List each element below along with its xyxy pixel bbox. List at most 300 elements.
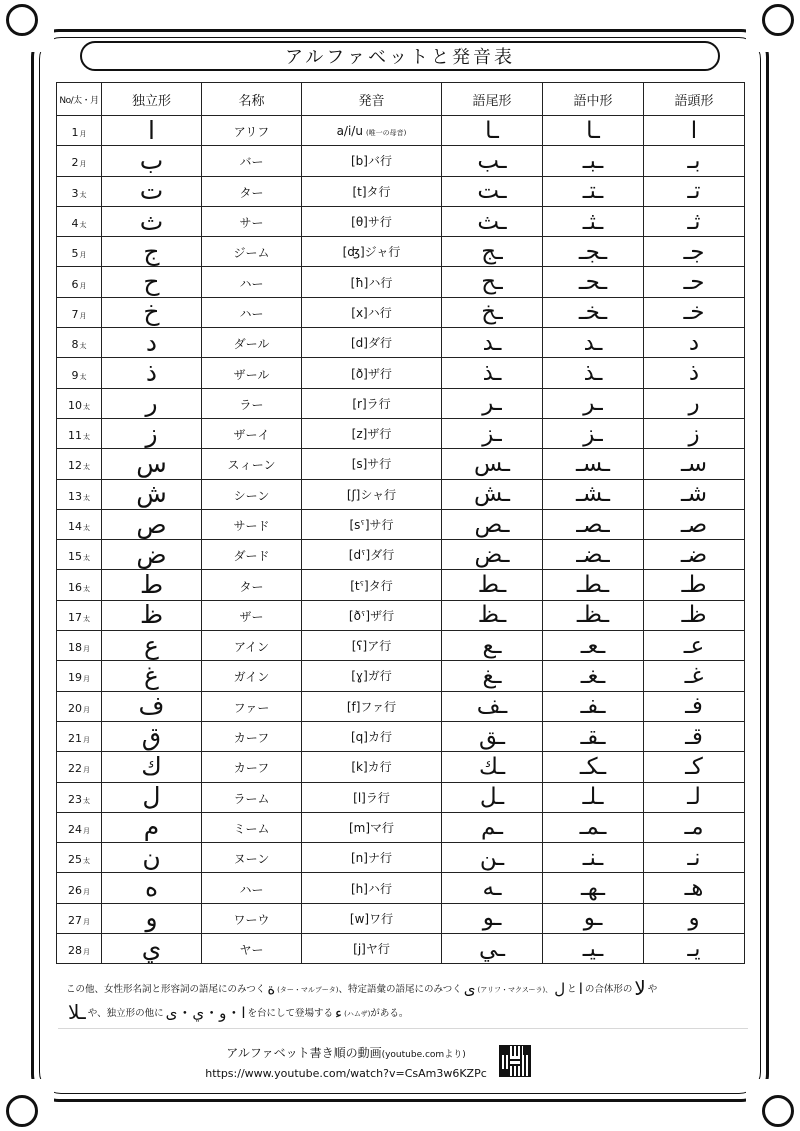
isolated-cell — [102, 267, 202, 297]
medial-cell — [543, 721, 644, 751]
row-number: 24 — [68, 822, 82, 836]
table-row — [57, 509, 745, 539]
medial-cell — [543, 388, 644, 418]
isolated-cell — [102, 418, 202, 448]
initial-cell — [644, 358, 745, 388]
header-name: 名称 — [202, 83, 302, 116]
row-number-cell — [57, 903, 102, 933]
table-row — [57, 661, 745, 691]
letter-name: アイン — [234, 640, 269, 655]
pronunciation-cell — [302, 752, 442, 782]
final-cell — [442, 661, 543, 691]
row-number-cell — [57, 782, 102, 812]
pronunciation-cell — [302, 297, 442, 327]
final-form: ـد — [482, 329, 502, 356]
row-number: 7 — [71, 307, 79, 321]
row-number-cell — [57, 176, 102, 206]
alphabet-table — [56, 82, 745, 964]
isolated-cell — [102, 116, 202, 146]
initial-form: خـ — [683, 299, 705, 326]
note-text: この他、女性形名詞と形容詞の語尾にのみつく — [66, 984, 266, 995]
sun-moon-mark: 太 — [83, 433, 90, 442]
name-cell — [202, 267, 302, 297]
initial-cell — [644, 449, 745, 479]
hamza-glyph: ء — [335, 1004, 343, 1022]
pronunciation-text: [m]マ行 — [348, 820, 395, 835]
table-row — [57, 570, 745, 600]
isolated-form: ع — [144, 630, 159, 660]
isolated-form: ا — [148, 115, 155, 145]
row-number-cell — [57, 812, 102, 842]
letter-name: ター — [239, 579, 264, 594]
name-cell — [202, 903, 302, 933]
medial-cell — [543, 812, 644, 842]
final-form: ـا — [485, 117, 499, 144]
final-cell — [442, 721, 543, 751]
final-form: ـح — [481, 269, 503, 296]
medial-form: ـد — [583, 329, 603, 356]
isolated-form: ه — [144, 873, 159, 903]
table-row — [57, 358, 745, 388]
medial-form: ـيـ — [582, 935, 604, 962]
name-cell — [202, 176, 302, 206]
medial-cell — [543, 570, 644, 600]
initial-cell — [644, 328, 745, 358]
initial-form: صـ — [680, 511, 708, 538]
isolated-cell — [102, 176, 202, 206]
pronunciation-cell — [302, 176, 442, 206]
name-cell — [202, 237, 302, 267]
isolated-form: ر — [145, 388, 158, 418]
row-number-cell — [57, 752, 102, 782]
medial-form: ـلـ — [582, 784, 604, 811]
medial-form: ـذ — [583, 360, 603, 387]
pronunciation-cell — [302, 782, 442, 812]
table-row — [57, 267, 745, 297]
pronunciation-text: [ð]ザ行 — [351, 366, 392, 381]
initial-cell — [644, 843, 745, 873]
sun-moon-mark: 太 — [83, 554, 90, 563]
medial-cell — [543, 418, 644, 448]
final-cell — [442, 752, 543, 782]
initial-cell — [644, 934, 745, 964]
isolated-form: ش — [136, 479, 167, 509]
isolated-cell — [102, 600, 202, 630]
final-cell — [442, 631, 543, 661]
row-number: 23 — [68, 792, 82, 806]
pronunciation-text: [l]ラ行 — [353, 790, 390, 805]
row-number: 8 — [71, 338, 79, 352]
initial-cell — [644, 267, 745, 297]
letter-name: ハー — [239, 306, 264, 321]
header-isolated: 独立形 — [102, 83, 202, 116]
note-text: 、特定語彙の語尾にのみつく — [338, 984, 462, 995]
medial-cell — [543, 934, 644, 964]
initial-cell — [644, 388, 745, 418]
final-cell — [442, 903, 543, 933]
name-cell — [202, 146, 302, 176]
row-number: 3 — [71, 186, 79, 200]
table-row — [57, 873, 745, 903]
sun-moon-mark: 太 — [79, 372, 87, 381]
corner-ornament — [746, 18, 780, 52]
note-small: (ハムザ) — [344, 1010, 371, 1018]
hamza-seats-glyphs: ا・و・ي・ى — [165, 1004, 246, 1022]
note-text: の合体形の — [584, 984, 633, 995]
pronunciation-cell — [302, 237, 442, 267]
letter-name: カーフ — [233, 761, 270, 776]
final-cell — [442, 237, 543, 267]
row-number: 14 — [68, 520, 82, 533]
letter-name: ワーウ — [233, 912, 270, 927]
pronunciation-text: [ðˤ]ザ行 — [348, 608, 395, 623]
initial-form: و — [688, 905, 700, 932]
initial-form: ظـ — [681, 602, 707, 629]
note-small: (ター・マルブータ) — [277, 986, 339, 994]
medial-cell — [543, 540, 644, 570]
row-number: 9 — [71, 368, 79, 382]
pronunciation-cell — [302, 934, 442, 964]
corner-ornament — [20, 18, 54, 52]
final-form: ـث — [477, 208, 507, 235]
row-number: 6 — [71, 277, 79, 291]
isolated-form: ب — [139, 145, 164, 175]
initial-cell — [644, 873, 745, 903]
medial-cell — [543, 752, 644, 782]
isolated-form: ل — [142, 782, 161, 812]
letter-name: ヤー — [239, 943, 264, 958]
final-form: ـل — [479, 784, 505, 811]
isolated-cell — [102, 752, 202, 782]
name-cell — [202, 449, 302, 479]
final-form: ـك — [478, 753, 506, 780]
pronunciation-text: [w]ワ行 — [349, 911, 394, 926]
sun-moon-mark: 太 — [83, 614, 90, 623]
medial-form: ـسـ — [576, 450, 610, 477]
medial-form: ـظـ — [576, 602, 610, 629]
table-row — [57, 540, 745, 570]
final-form: ـر — [482, 390, 502, 417]
row-number: 5 — [71, 247, 79, 261]
initial-cell — [644, 116, 745, 146]
medial-form: ـر — [583, 390, 603, 417]
notes — [66, 977, 746, 1025]
table-row — [57, 449, 745, 479]
final-form: ـو — [482, 905, 502, 932]
initial-cell — [644, 903, 745, 933]
row-number-cell — [57, 509, 102, 539]
medial-form: ـفـ — [580, 693, 606, 720]
pronunciation-text: a/i/u — [336, 123, 363, 138]
row-number: 2 — [71, 156, 79, 170]
letter-name: アリフ — [233, 125, 270, 140]
initial-cell — [644, 479, 745, 509]
initial-form: د — [688, 329, 700, 356]
isolated-form: ف — [138, 691, 165, 721]
medial-cell — [543, 631, 644, 661]
isolated-form: و — [145, 903, 158, 933]
name-cell — [202, 418, 302, 448]
initial-cell — [644, 570, 745, 600]
isolated-form: ث — [139, 206, 164, 236]
letter-name: シーン — [233, 488, 270, 503]
isolated-form: ن — [142, 842, 161, 872]
medial-form: ـقـ — [580, 723, 606, 750]
table-row — [57, 843, 745, 873]
final-cell — [442, 358, 543, 388]
title-banner — [80, 41, 720, 71]
isolated-form: ز — [145, 418, 158, 448]
sun-moon-mark: 太 — [79, 342, 87, 351]
name-cell — [202, 509, 302, 539]
final-cell — [442, 176, 543, 206]
final-form: ـع — [482, 632, 502, 659]
pronunciation-cell — [302, 479, 442, 509]
medial-cell — [543, 358, 644, 388]
medial-form: ـصـ — [576, 511, 610, 538]
isolated-cell — [102, 540, 202, 570]
name-cell — [202, 934, 302, 964]
isolated-cell — [102, 479, 202, 509]
final-cell — [442, 449, 543, 479]
row-number-cell — [57, 358, 102, 388]
letter-name: ラー — [239, 397, 264, 412]
pronunciation-cell — [302, 721, 442, 751]
name-cell — [202, 691, 302, 721]
sun-moon-mark: 太 — [83, 524, 90, 532]
row-number-cell — [57, 206, 102, 236]
isolated-cell — [102, 237, 202, 267]
isolated-cell — [102, 873, 202, 903]
isolated-cell — [102, 721, 202, 751]
isolated-cell — [102, 146, 202, 176]
medial-form: ـضـ — [576, 541, 610, 568]
corner-ornament — [20, 1079, 54, 1113]
medial-form: ـمـ — [579, 814, 607, 841]
final-cell — [442, 509, 543, 539]
sun-moon-mark: 月 — [83, 675, 90, 684]
sun-moon-mark: 月 — [83, 948, 90, 957]
note-text: や — [647, 984, 658, 995]
name-cell — [202, 600, 302, 630]
initial-form: ز — [688, 420, 700, 447]
sun-moon-mark: 月 — [83, 705, 90, 714]
table-row — [57, 903, 745, 933]
name-cell — [202, 540, 302, 570]
medial-form: ـخـ — [578, 299, 608, 326]
footer — [186, 1043, 506, 1083]
row-number: 17 — [68, 610, 82, 624]
isolated-cell — [102, 328, 202, 358]
pronunciation-text: [ɣ]ガ行 — [351, 669, 392, 684]
letter-name: サード — [233, 519, 270, 533]
row-number-cell — [57, 267, 102, 297]
final-form: ـس — [473, 450, 511, 477]
medial-cell — [543, 116, 644, 146]
name-cell — [202, 721, 302, 751]
final-cell — [442, 206, 543, 236]
letter-name: ラーム — [233, 791, 270, 806]
sun-moon-mark: 太 — [83, 463, 90, 472]
initial-form: عـ — [683, 632, 705, 659]
initial-form: مـ — [684, 814, 704, 841]
row-number-cell — [57, 631, 102, 661]
sun-moon-mark: 太 — [83, 796, 90, 805]
final-form: ـت — [477, 178, 507, 205]
medial-cell — [543, 903, 644, 933]
medial-cell — [543, 237, 644, 267]
final-cell — [442, 691, 543, 721]
pronunciation-cell — [302, 206, 442, 236]
table-row — [57, 812, 745, 842]
isolated-cell — [102, 570, 202, 600]
pronunciation-text: [z]ザ行 — [351, 427, 392, 442]
medial-cell — [543, 206, 644, 236]
sun-moon-mark: 月 — [83, 736, 90, 745]
notes-line-2 — [66, 1001, 746, 1025]
medial-cell — [543, 843, 644, 873]
final-cell — [442, 782, 543, 812]
medial-cell — [543, 267, 644, 297]
final-cell — [442, 328, 543, 358]
initial-cell — [644, 721, 745, 751]
corner-ornament — [746, 1079, 780, 1113]
row-number-cell — [57, 237, 102, 267]
sun-moon-mark: 太 — [83, 493, 90, 502]
sun-moon-mark: 太 — [83, 857, 90, 866]
pronunciation-text: [ʃ]シャ行 — [346, 487, 397, 502]
qr-code-icon[interactable] — [499, 1045, 531, 1077]
letter-name: カーフ — [233, 731, 270, 746]
initial-cell — [644, 752, 745, 782]
letter-name: ガイン — [233, 670, 270, 685]
name-cell — [202, 297, 302, 327]
name-cell — [202, 843, 302, 873]
initial-form: ر — [688, 390, 700, 417]
isolated-cell — [102, 631, 202, 661]
initial-cell — [644, 237, 745, 267]
isolated-cell — [102, 661, 202, 691]
pronunciation-cell — [302, 691, 442, 721]
final-cell — [442, 812, 543, 842]
pronunciation-text: [s]サ行 — [351, 457, 392, 472]
initial-cell — [644, 600, 745, 630]
final-form: ـط — [477, 572, 507, 599]
letter-name: ファー — [233, 700, 270, 715]
name-cell — [202, 752, 302, 782]
pronunciation-text: [θ]サ行 — [351, 215, 392, 230]
pronunciation-text: [x]ハ行 — [351, 305, 392, 320]
pronunciation-text: [r]ラ行 — [352, 396, 391, 411]
pronunciation-cell — [302, 631, 442, 661]
medial-form: ـغـ — [580, 662, 606, 689]
initial-cell — [644, 812, 745, 842]
medial-cell — [543, 782, 644, 812]
initial-form: غـ — [684, 662, 704, 689]
sun-moon-mark: 月 — [83, 826, 90, 835]
sun-moon-mark: 月 — [83, 887, 90, 896]
letter-name: ダール — [233, 337, 270, 352]
table-row — [57, 479, 745, 509]
name-cell — [202, 388, 302, 418]
letter-name: ヌーン — [233, 852, 270, 867]
table-row — [57, 146, 745, 176]
table-row — [57, 206, 745, 236]
medial-cell — [543, 176, 644, 206]
row-number: 22 — [68, 762, 82, 776]
pronunciation-text: [t]タ行 — [352, 184, 391, 199]
isolated-form: خ — [143, 297, 160, 327]
final-form: ـه — [482, 875, 502, 902]
header-final: 語尾形 — [442, 83, 543, 116]
name-cell — [202, 873, 302, 903]
name-cell — [202, 328, 302, 358]
letter-name: スィーン — [227, 458, 276, 473]
sun-moon-mark: 月 — [83, 766, 90, 775]
row-number-cell — [57, 388, 102, 418]
initial-form: حـ — [683, 269, 705, 296]
initial-cell — [644, 206, 745, 236]
initial-form: كـ — [685, 753, 703, 780]
row-number-cell — [57, 540, 102, 570]
table-row — [57, 934, 745, 964]
final-form: ـق — [479, 723, 505, 750]
lam-alif-glyph: لا — [634, 976, 646, 1000]
video-link[interactable]: https://www.youtube.com/watch?v=CsAm3w6KZPc — [205, 1067, 487, 1080]
row-number-cell — [57, 418, 102, 448]
pronunciation-text: [dˤ]ダ行 — [348, 548, 395, 563]
initial-form: لـ — [687, 784, 701, 811]
final-form: ـغ — [482, 662, 502, 689]
isolated-cell — [102, 509, 202, 539]
pronunciation-cell — [302, 388, 442, 418]
row-number-cell — [57, 873, 102, 903]
row-number: 4 — [71, 217, 79, 231]
letter-name: ダード — [233, 549, 270, 564]
isolated-form: ض — [136, 539, 167, 569]
row-number: 20 — [68, 701, 82, 715]
isolated-cell — [102, 206, 202, 236]
initial-cell — [644, 782, 745, 812]
table-row — [57, 691, 745, 721]
isolated-form: ص — [136, 509, 167, 539]
medial-cell — [543, 600, 644, 630]
sun-moon-mark: 太 — [83, 402, 90, 411]
row-number: 21 — [68, 732, 82, 746]
row-number-cell — [57, 146, 102, 176]
table-row — [57, 418, 745, 448]
name-cell — [202, 358, 302, 388]
initial-form: سـ — [680, 450, 707, 477]
name-cell — [202, 116, 302, 146]
name-cell — [202, 631, 302, 661]
footer-title: アルファベット書き順の動画 — [226, 1046, 382, 1060]
final-form: ـف — [476, 693, 508, 720]
initial-form: جـ — [683, 238, 705, 265]
medial-form: ـطـ — [576, 572, 610, 599]
final-cell — [442, 479, 543, 509]
table-row — [57, 752, 745, 782]
pronunciation-text: [ħ]ハ行 — [350, 275, 393, 290]
final-cell — [442, 418, 543, 448]
isolated-form: ك — [141, 751, 162, 781]
table-row — [57, 388, 745, 418]
final-cell — [442, 540, 543, 570]
sun-moon-mark: 月 — [79, 160, 87, 169]
medial-form: ـز — [583, 420, 603, 447]
sun-moon-mark: 月 — [83, 645, 90, 654]
initial-form: قـ — [685, 723, 703, 750]
